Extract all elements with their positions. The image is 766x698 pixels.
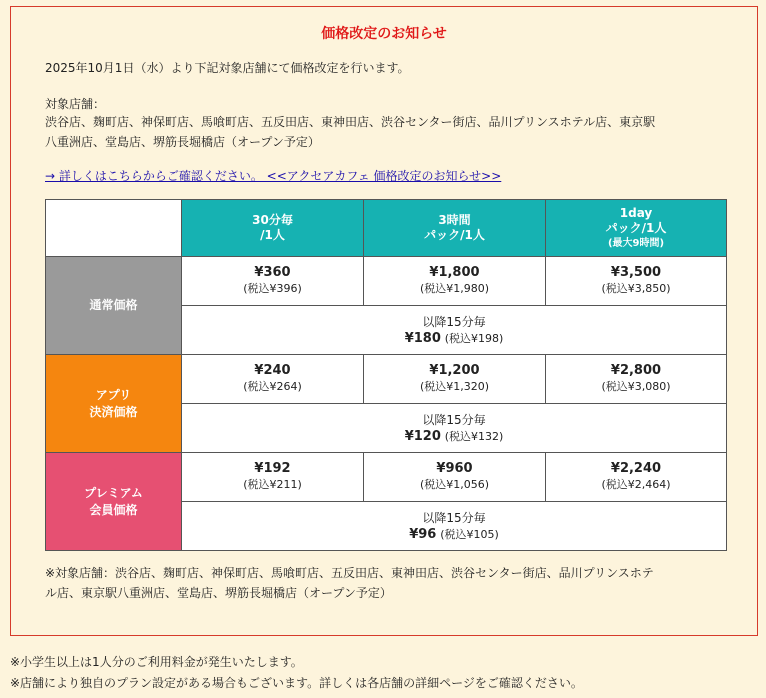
stores-footnote-line2: ル店、東京駅八重洲店、堂島店、堺筋長堀橋店（オープン予定） (45, 586, 392, 600)
price-tax: (税込¥1,056) (419, 478, 490, 491)
header-1day-line2: パック/1人 (605, 220, 667, 235)
row-label-regular-text: 通常価格 (89, 298, 138, 312)
stores-list-line2: 八重洲店、堂島店、堺筋長堀橋店（オープン予定） (45, 135, 320, 149)
price-table (45, 199, 727, 551)
price-cell (182, 257, 364, 306)
price-cell (182, 453, 364, 502)
extra-label: 以降15分毎 (422, 314, 486, 329)
extra-label: 以降15分毎 (422, 510, 486, 525)
notice-intro: 2025年10月1日（水）より下記対象店舗にて価格改定を行います。 (45, 61, 410, 75)
extra-price-tax: (税込¥132) (444, 429, 504, 443)
header-1day-line3: (最大9時間) (607, 237, 665, 249)
extra-15min-cell (182, 502, 727, 551)
price-main: ¥2,800 (610, 363, 662, 378)
extra-price-main: ¥180 (404, 330, 441, 346)
price-tax: (税込¥211) (243, 478, 302, 491)
price-main: ¥2,240 (610, 461, 662, 476)
stores-footnote-line1: ※対象店舗：渋谷店、麹町店、神保町店、馬喰町店、五反田店、東神田店、渋谷センター街店、品川プリンスホテ (45, 566, 654, 580)
stores-label: 対象店舗： (45, 97, 106, 111)
price-main: ¥960 (436, 461, 473, 476)
price-cell (546, 453, 727, 502)
extra-15min-cell (182, 306, 727, 355)
header-1day-line1: 1day (619, 205, 653, 220)
bottom-note-store-plans: ※店舗により独自のプラン設定がある場合もございます。詳しくは各店舗の詳細ページをご確認ください。 (10, 676, 583, 690)
table-row (46, 257, 727, 306)
price-main: ¥192 (254, 461, 291, 476)
row-label-app-line1: アプリ (95, 387, 132, 402)
price-table-header-row (46, 200, 727, 257)
price-revision-notice (10, 6, 758, 636)
price-tax: (税込¥264) (243, 380, 302, 393)
extra-label: 以降15分毎 (422, 412, 486, 427)
header-1day-pack (546, 200, 727, 257)
price-tax: (税込¥3,850) (601, 282, 671, 295)
bottom-note-children: ※小学生以上は1人分のご利用料金が発生いたします。 (10, 655, 303, 669)
price-cell (182, 355, 364, 404)
extra-15min-cell (182, 404, 727, 453)
price-main: ¥360 (254, 265, 291, 280)
stores-list-line1: 渋谷店、麹町店、神保町店、馬喰町店、五反田店、東神田店、渋谷センター街店、品川プリンスホテル店、東京駅 (45, 115, 656, 129)
row-label-premium-line1: プレミアム (84, 485, 143, 500)
extra-price-main: ¥96 (409, 526, 437, 542)
row-label-app-line2: 決済価格 (89, 404, 138, 419)
header-30min (182, 200, 364, 257)
row-label-premium (46, 453, 182, 551)
price-cell (364, 355, 546, 404)
price-main: ¥3,500 (610, 265, 662, 280)
price-cell (364, 257, 546, 306)
extra-price-tax: (税込¥198) (444, 331, 504, 345)
table-row (46, 355, 727, 404)
header-30min-line1: 30分毎 (252, 213, 293, 227)
price-tax: (税込¥1,980) (419, 282, 490, 295)
row-label-regular (46, 257, 182, 355)
price-tax: (税込¥396) (243, 282, 302, 295)
extra-price-main: ¥120 (404, 428, 441, 444)
price-tax: (税込¥2,464) (601, 478, 671, 491)
notice-title: 価格改定のお知らせ (321, 26, 447, 42)
extra-price-tax: (税込¥105) (440, 527, 499, 541)
row-label-premium-line2: 会員価格 (89, 502, 138, 517)
price-main: ¥240 (254, 363, 291, 378)
table-row (46, 453, 727, 502)
price-cell (364, 453, 546, 502)
price-main: ¥1,800 (429, 265, 480, 280)
price-cell (546, 355, 727, 404)
price-tax: (税込¥3,080) (601, 380, 671, 393)
header-3hour-line2: パック/1人 (424, 228, 485, 242)
header-3hour-pack (364, 200, 546, 257)
price-main: ¥1,200 (429, 363, 480, 378)
price-tax: (税込¥1,320) (419, 380, 490, 393)
header-30min-line2: /1人 (260, 228, 285, 242)
price-cell (546, 257, 727, 306)
header-blank-cell (46, 200, 182, 257)
header-3hour-line1: 3時間 (438, 213, 471, 227)
details-link[interactable]: → 詳しくはこちらからご確認ください。 <<アクセアカフェ 価格改定のお知らせ>> (45, 169, 502, 183)
row-label-app (46, 355, 182, 453)
